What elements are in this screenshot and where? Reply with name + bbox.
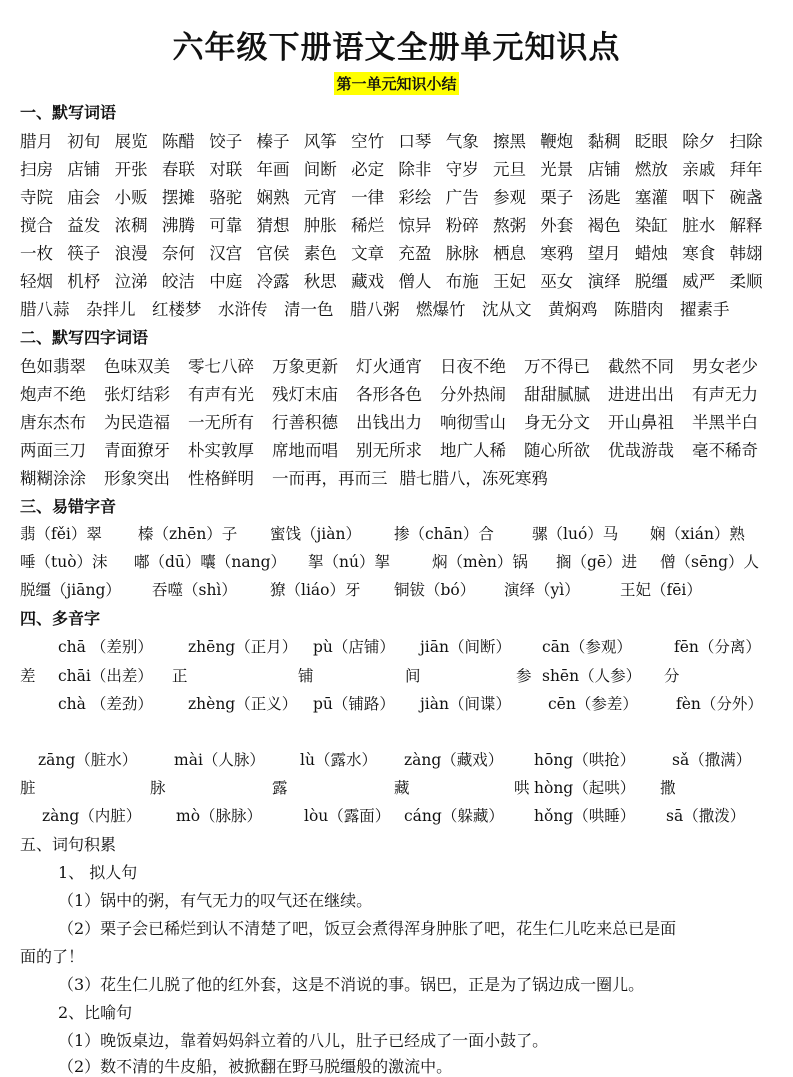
word-item: 店铺 bbox=[67, 160, 101, 179]
word-item: 开张 bbox=[114, 160, 148, 179]
poly-entry: hōng（哄抢） bbox=[534, 751, 636, 769]
word-row bbox=[20, 296, 780, 324]
pronunciation-item: 嘟（dū）囔（nang） bbox=[134, 553, 287, 571]
idiom-item: 两面三刀 bbox=[20, 441, 86, 460]
pronunciation-item: 娴（xián）熟 bbox=[650, 525, 745, 543]
pronunciation-item: 焖（mèn）锅 bbox=[432, 553, 528, 571]
word-item: 解释 bbox=[729, 216, 763, 235]
word-item: 腊八蒜 bbox=[20, 300, 70, 319]
pronunciation-item: 铜钹（bó） bbox=[394, 581, 476, 599]
word-item: 浓稠 bbox=[114, 216, 148, 235]
word-item: 元旦 bbox=[493, 160, 526, 179]
word-item: 小贩 bbox=[114, 188, 148, 207]
idiom-item: 青面獠牙 bbox=[104, 441, 170, 460]
idiom-item: 优哉游哉 bbox=[608, 441, 674, 460]
word-item: 染缸 bbox=[634, 216, 668, 235]
word-item: 藏戏 bbox=[351, 272, 385, 291]
poly-entry: pū（铺路） bbox=[313, 695, 395, 713]
word-item: 官侯 bbox=[256, 244, 290, 263]
pronunciation-item: 掺（chān）合 bbox=[394, 525, 494, 543]
word-item: 寒食 bbox=[682, 244, 716, 263]
word-item: 泣涕 bbox=[114, 272, 148, 291]
poly-entry: zàng（内脏） bbox=[42, 807, 142, 825]
pronunciation-row bbox=[20, 550, 780, 578]
pronunciation-item: 王妃（fēi） bbox=[620, 581, 702, 599]
poly-entry: lòu（露面） bbox=[304, 807, 391, 825]
word-item: 对联 bbox=[209, 160, 243, 179]
section-heading-accumulation: 五、词句积累 bbox=[20, 835, 117, 854]
word-item: 蜡烛 bbox=[634, 244, 668, 263]
pronunciation-item: 榛（zhēn）子 bbox=[138, 525, 238, 543]
example-sentence: （2）栗子会已稀烂到认不清楚了吧，饭豆会煮得浑身肿胀了吧，花生仁儿吃来总已是面 bbox=[58, 919, 677, 938]
word-item: 一律 bbox=[351, 188, 385, 207]
idiom-item: 有声有光 bbox=[188, 385, 254, 404]
poly-entry: hǒng（哄睡） bbox=[534, 807, 636, 825]
pronunciation-item: 骡（luó）马 bbox=[532, 525, 619, 543]
word-row bbox=[20, 268, 780, 296]
word-item: 益发 bbox=[67, 216, 101, 235]
word-item: 一枚 bbox=[20, 244, 53, 263]
poly-char: 分 bbox=[664, 667, 680, 685]
pronunciation-item: 獠（liáo）牙 bbox=[270, 581, 361, 599]
word-item: 摆摊 bbox=[161, 188, 195, 207]
word-item: 沈从文 bbox=[482, 300, 532, 319]
pronunciation-item: 蜜饯（jiàn） bbox=[270, 525, 361, 543]
word-item: 望月 bbox=[587, 244, 621, 263]
poly-entry: cēn（参差） bbox=[548, 695, 638, 713]
word-item: 鞭炮 bbox=[540, 132, 574, 151]
idiom-item: 糊糊涂涂 bbox=[20, 469, 86, 488]
word-row bbox=[20, 128, 780, 156]
section-heading-polyphonic: 四、多音字 bbox=[20, 609, 101, 628]
word-item: 搅合 bbox=[20, 216, 53, 235]
word-item: 塞灌 bbox=[634, 188, 668, 207]
word-item: 水浒传 bbox=[218, 300, 268, 319]
word-item: 骆驼 bbox=[209, 188, 243, 207]
word-item: 口琴 bbox=[398, 132, 432, 151]
example-sentence: （2）数不清的牛皮船，被掀翻在野马脱缰般的激流中。 bbox=[58, 1057, 453, 1076]
poly-char: 脏 bbox=[20, 779, 36, 797]
idiom-row bbox=[20, 381, 780, 409]
word-item: 擦黑 bbox=[493, 132, 526, 151]
poly-char: 参 bbox=[516, 667, 532, 685]
word-item: 广告 bbox=[445, 188, 479, 207]
word-item: 初旬 bbox=[67, 132, 101, 151]
word-item: 猜想 bbox=[256, 216, 290, 235]
pronunciation-item: 僧（sēng）人 bbox=[660, 553, 760, 571]
idiom-row bbox=[20, 465, 780, 493]
poly-entry: zhèng（正义） bbox=[188, 695, 298, 713]
poly-char: 脉 bbox=[150, 779, 166, 797]
word-row bbox=[20, 156, 780, 184]
poly-entry: chà （差劲） bbox=[58, 695, 153, 713]
poly-entry: lù（露水） bbox=[300, 751, 377, 769]
word-item: 风筝 bbox=[303, 132, 337, 151]
word-item: 奈何 bbox=[161, 244, 195, 263]
word-item: 间断 bbox=[303, 160, 337, 179]
word-item: 寒鸦 bbox=[540, 244, 574, 263]
word-item: 参观 bbox=[493, 188, 526, 207]
word-item: 展览 bbox=[114, 132, 148, 151]
example-sentence: （1）晚饭桌边，靠着妈妈斜立着的八儿，肚子已经成了一面小鼓了。 bbox=[58, 1031, 549, 1050]
idiom-item: 万不得已 bbox=[524, 357, 590, 376]
pronunciation-item: 脱缰（jiāng） bbox=[20, 581, 121, 599]
idiom-item: 别无所求 bbox=[356, 441, 422, 460]
word-item: 光景 bbox=[540, 160, 574, 179]
word-item: 腊月 bbox=[20, 132, 53, 151]
idiom-item: 万象更新 bbox=[272, 357, 338, 376]
poly-entry: fèn（分外） bbox=[676, 695, 763, 713]
word-item: 粉碎 bbox=[445, 216, 479, 235]
word-item: 熬粥 bbox=[493, 216, 526, 235]
idiom-item: 随心所欲 bbox=[524, 441, 590, 460]
word-item: 黄焖鸡 bbox=[548, 300, 598, 319]
idiom-item: 有声无力 bbox=[692, 385, 758, 404]
idiom-item: 行善积德 bbox=[272, 413, 338, 432]
idiom-item: 形象突出 bbox=[104, 469, 170, 488]
poly-entry: chā （差别） bbox=[58, 638, 153, 656]
idiom-row bbox=[20, 437, 780, 465]
idiom-item: 分外热闹 bbox=[440, 385, 506, 404]
word-item: 汤匙 bbox=[587, 188, 621, 207]
poly-char: 藏 bbox=[394, 779, 410, 797]
word-item: 素色 bbox=[303, 244, 337, 263]
idiom-item: 地广人稀 bbox=[440, 441, 506, 460]
example-sentence-cont: 面的了！ bbox=[20, 947, 85, 966]
idiom-item: 张灯结彩 bbox=[104, 385, 170, 404]
section-heading-idioms: 二、默写四字词语 bbox=[20, 328, 149, 347]
poly-entry: jiàn（间谍） bbox=[420, 695, 511, 713]
word-item: 除夕 bbox=[682, 132, 716, 151]
poly-entry: fēn（分离） bbox=[674, 638, 761, 656]
word-item: 擢素手 bbox=[680, 300, 730, 319]
word-item: 必定 bbox=[351, 160, 385, 179]
pronunciation-item: 挐（nú）挐 bbox=[308, 553, 390, 571]
word-item: 汉宫 bbox=[209, 244, 243, 263]
idiom-row bbox=[20, 409, 780, 437]
poly-entry: cān（参观） bbox=[542, 638, 632, 656]
idiom-item: 席地而唱 bbox=[272, 441, 338, 460]
idiom-item: 为民造福 bbox=[104, 413, 170, 432]
word-item: 元宵 bbox=[303, 188, 337, 207]
word-item: 王妃 bbox=[493, 272, 526, 291]
word-item: 稀烂 bbox=[351, 216, 385, 235]
idiom-item: 甜甜腻腻 bbox=[524, 385, 590, 404]
word-item: 皎洁 bbox=[161, 272, 195, 291]
poly-entry: cáng（躲藏） bbox=[404, 807, 504, 825]
pronunciation-row bbox=[20, 578, 780, 606]
word-item: 榛子 bbox=[256, 132, 290, 151]
word-item: 守岁 bbox=[445, 160, 479, 179]
poly-entry: hòng（起哄） bbox=[534, 779, 636, 797]
idiom-item: 腊七腊八，冻死寒鸦 bbox=[399, 469, 548, 488]
word-item: 栗子 bbox=[540, 188, 574, 207]
idiom-item: 炮声不绝 bbox=[20, 385, 86, 404]
word-item: 除非 bbox=[398, 160, 432, 179]
word-item: 店铺 bbox=[587, 160, 621, 179]
idiom-item: 日夜不绝 bbox=[440, 357, 506, 376]
word-item: 沸腾 bbox=[161, 216, 195, 235]
poly-entry: mài（人脉） bbox=[174, 751, 265, 769]
word-item: 僧人 bbox=[398, 272, 432, 291]
page-title: 六年级下册语文全册单元知识点 bbox=[172, 30, 621, 66]
pronunciation-item: 搁（gē）进 bbox=[556, 553, 638, 571]
word-item: 机杼 bbox=[67, 272, 101, 291]
poly-entry: zàng（藏戏） bbox=[404, 751, 504, 769]
word-item: 可靠 bbox=[209, 216, 243, 235]
word-item: 杂拌儿 bbox=[86, 300, 136, 319]
subtitle-wrap bbox=[0, 72, 793, 95]
idiom-item: 性格鲜明 bbox=[188, 469, 254, 488]
poly-entry: sǎ（撒满） bbox=[672, 751, 752, 769]
idiom-item: 开山鼻祖 bbox=[608, 413, 674, 432]
word-item: 咽下 bbox=[682, 188, 716, 207]
word-item: 气象 bbox=[445, 132, 479, 151]
word-item: 筷子 bbox=[67, 244, 101, 263]
word-item: 寺院 bbox=[20, 188, 53, 207]
word-item: 扫房 bbox=[20, 160, 53, 179]
word-item: 肿胀 bbox=[303, 216, 337, 235]
word-item: 栖息 bbox=[493, 244, 526, 263]
word-item: 拜年 bbox=[729, 160, 763, 179]
poly-entry: shēn（人参） bbox=[542, 667, 642, 685]
word-item: 轻烟 bbox=[20, 272, 53, 291]
idiom-item: 色如翡翠 bbox=[20, 357, 86, 376]
word-item: 褐色 bbox=[587, 216, 621, 235]
word-item: 韩翃 bbox=[729, 244, 763, 263]
poly-char: 差 bbox=[20, 667, 36, 685]
subheading-metaphor: 2、比喻句 bbox=[58, 1003, 133, 1022]
poly-entry: zāng（脏水） bbox=[38, 751, 138, 769]
poly-char: 哄 bbox=[514, 779, 530, 797]
word-item: 碗盏 bbox=[729, 188, 763, 207]
word-item: 惊异 bbox=[398, 216, 432, 235]
unit-subtitle: 第一单元知识小结 bbox=[334, 72, 458, 95]
word-item: 脉脉 bbox=[445, 244, 479, 263]
word-item: 充盈 bbox=[398, 244, 432, 263]
pronunciation-row bbox=[20, 522, 780, 550]
word-item: 巫女 bbox=[540, 272, 574, 291]
word-item: 空竹 bbox=[351, 132, 385, 151]
word-item: 眨眼 bbox=[634, 132, 668, 151]
word-row bbox=[20, 212, 780, 240]
poly-entry: zhēng（正月） bbox=[188, 638, 298, 656]
word-item: 秋思 bbox=[303, 272, 337, 291]
word-item: 陈醋 bbox=[161, 132, 195, 151]
pronunciation-item: 翡（fěi）翠 bbox=[20, 525, 102, 543]
word-item: 亲戚 bbox=[682, 160, 716, 179]
poly-entry: chāi（出差） bbox=[58, 667, 153, 685]
idiom-item: 一而再，再而三 bbox=[272, 469, 388, 488]
word-item: 演绎 bbox=[587, 272, 621, 291]
poly-entry: sā（撒泼） bbox=[666, 807, 746, 825]
example-sentence: （1）锅中的粥，有气无力的叹气还在继续。 bbox=[58, 891, 373, 910]
idiom-item: 唐东杰布 bbox=[20, 413, 86, 432]
word-row bbox=[20, 240, 780, 268]
idiom-item: 残灯末庙 bbox=[272, 385, 338, 404]
idiom-item: 朴实敦厚 bbox=[188, 441, 254, 460]
poly-char: 撒 bbox=[660, 779, 676, 797]
subheading-personification: 1、 拟人句 bbox=[58, 863, 138, 882]
word-item: 脱缰 bbox=[634, 272, 668, 291]
word-row bbox=[20, 184, 780, 212]
word-item: 彩绘 bbox=[398, 188, 432, 207]
poly-char: 正 bbox=[172, 667, 188, 685]
section-heading-pronunciation: 三、易错字音 bbox=[20, 497, 117, 516]
word-item: 燃放 bbox=[634, 160, 668, 179]
poly-char: 露 bbox=[272, 779, 288, 797]
idiom-row bbox=[20, 353, 780, 381]
poly-char: 铺 bbox=[298, 667, 314, 685]
idiom-item: 进进出出 bbox=[608, 385, 674, 404]
word-item: 外套 bbox=[540, 216, 574, 235]
word-item: 柔顺 bbox=[729, 272, 763, 291]
poly-char: 间 bbox=[405, 667, 421, 685]
idiom-item: 响彻雪山 bbox=[440, 413, 506, 432]
section-heading-words: 一、默写词语 bbox=[20, 103, 117, 122]
word-item: 清一色 bbox=[284, 300, 334, 319]
word-item: 娴熟 bbox=[256, 188, 290, 207]
idiom-item: 身无分文 bbox=[524, 413, 590, 432]
word-item: 黏稠 bbox=[587, 132, 621, 151]
idiom-item: 截然不同 bbox=[608, 357, 674, 376]
word-item: 中庭 bbox=[209, 272, 243, 291]
word-item: 燃爆竹 bbox=[416, 300, 466, 319]
word-item: 威严 bbox=[682, 272, 716, 291]
word-item: 布施 bbox=[445, 272, 479, 291]
pronunciation-item: 吞噬（shì） bbox=[152, 581, 237, 599]
idiom-item: 各形各色 bbox=[356, 385, 422, 404]
word-item: 浪漫 bbox=[114, 244, 148, 263]
word-item: 饺子 bbox=[209, 132, 243, 151]
word-item: 腊八粥 bbox=[350, 300, 400, 319]
word-item: 年画 bbox=[256, 160, 290, 179]
idiom-item: 灯火通宵 bbox=[356, 357, 422, 376]
pronunciation-item: 演绎（yì） bbox=[504, 581, 580, 599]
idiom-item: 零七八碎 bbox=[188, 357, 254, 376]
word-item: 春联 bbox=[161, 160, 195, 179]
idiom-item: 男女老少 bbox=[692, 357, 758, 376]
idiom-item: 色味双美 bbox=[104, 357, 170, 376]
idiom-item: 半黑半白 bbox=[692, 413, 758, 432]
word-item: 庙会 bbox=[67, 188, 101, 207]
idiom-item: 一无所有 bbox=[188, 413, 254, 432]
word-item: 冷露 bbox=[256, 272, 290, 291]
word-item: 脏水 bbox=[682, 216, 716, 235]
idiom-item: 毫不稀奇 bbox=[692, 441, 758, 460]
pronunciation-item: 唾（tuò）沫 bbox=[20, 553, 108, 571]
poly-entry: jiān（间断） bbox=[420, 638, 511, 656]
poly-entry: pù（店铺） bbox=[313, 638, 395, 656]
example-sentence: （3）花生仁儿脱了他的红外套，这是不消说的事。锅巴，正是为了锅边成一圈儿。 bbox=[58, 975, 645, 994]
word-item: 文章 bbox=[351, 244, 385, 263]
word-item: 陈腊肉 bbox=[614, 300, 664, 319]
word-item: 扫除 bbox=[729, 132, 763, 151]
idiom-item: 出钱出力 bbox=[356, 413, 422, 432]
poly-entry: mò（脉脉） bbox=[176, 807, 263, 825]
word-item: 红楼梦 bbox=[152, 300, 202, 319]
